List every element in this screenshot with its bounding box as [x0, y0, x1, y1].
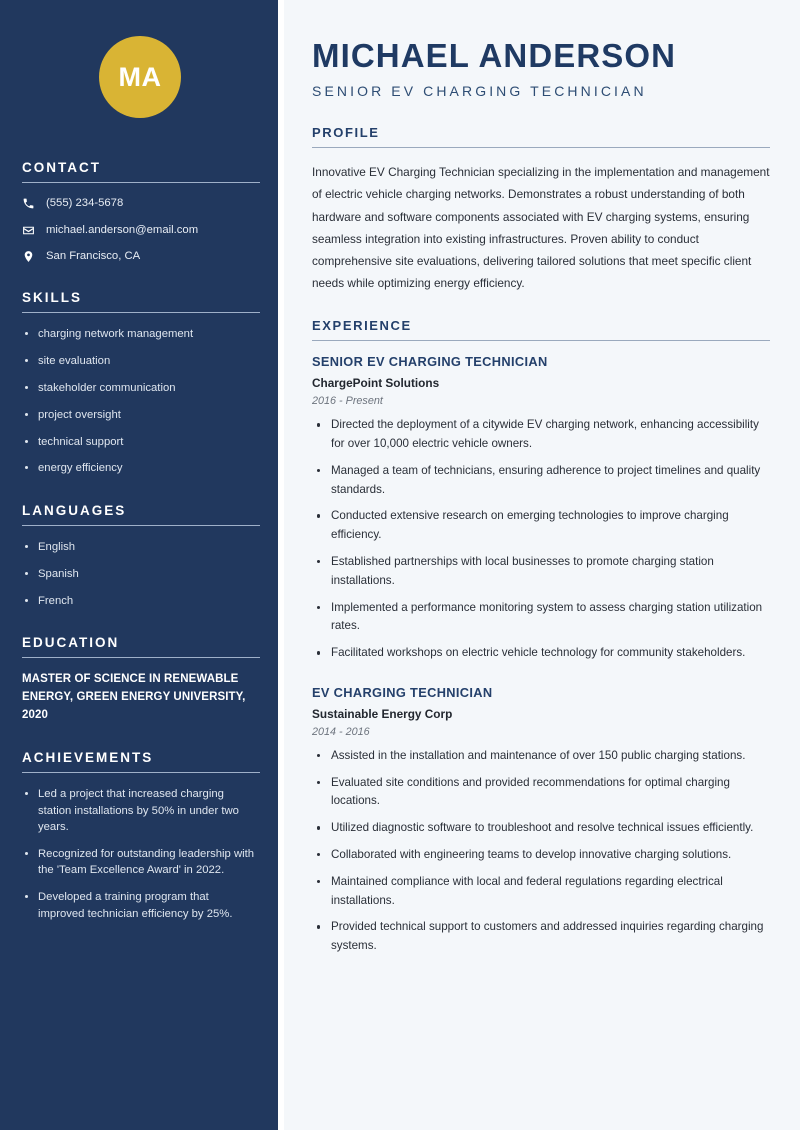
- list-item: Managed a team of technicians, ensuring adherence to project timelines and quality standards.: [312, 462, 770, 500]
- envelope-icon: [22, 224, 35, 237]
- phone-icon: [22, 197, 35, 210]
- experience-role: EV CHARGING TECHNICIAN: [312, 684, 493, 700]
- list-item: stakeholder communication: [22, 380, 258, 396]
- education-divider: [22, 657, 260, 658]
- experience-entry: [312, 685, 770, 956]
- education-entry: MASTER OF SCIENCE IN RENEWABLE ENERGY, GREEN ENERGY UNIVERSITY, 2020: [22, 672, 246, 721]
- contact-email-value: michael.anderson@email.com: [46, 223, 199, 236]
- sidebar-section-skills: [22, 290, 258, 477]
- languages-heading: LANGUAGES: [22, 502, 127, 518]
- languages-list: [22, 539, 258, 609]
- education-heading: EDUCATION: [22, 634, 120, 650]
- contact-heading: CONTACT: [22, 160, 101, 175]
- sidebar-section-education: [22, 635, 258, 724]
- list-item: Conducted extensive research on emerging technologies to improve charging efficiency.: [312, 507, 770, 545]
- location-pin-icon: [22, 250, 35, 263]
- list-item: technical support: [22, 434, 258, 450]
- list-item: Developed a training program that improved technician efficiency by 25%.: [22, 889, 258, 922]
- list-item: English: [22, 539, 258, 555]
- profile-heading: PROFILE: [312, 125, 380, 141]
- skills-heading: SKILLS: [22, 290, 83, 306]
- job-title-subtitle: SENIOR EV CHARGING TECHNICIAN: [312, 83, 647, 100]
- profile-text: Innovative EV Charging Technician specializing in the implementation and management of electric vehicle charging networks. Demonstrates a robust understanding of both hardware and software components associated with EV charging systems, ensuring seamless integration into existing infrastructures. Proven ability to conduct comprehensive site evaluations, delivering tailored solutions that meet specific client needs while optimizing energy efficiency.: [312, 165, 770, 291]
- list-item: energy efficiency: [22, 460, 258, 476]
- page-title: MICHAEL ANDERSON: [312, 37, 677, 74]
- skills-divider: [22, 312, 260, 313]
- experience-company: ChargePoint Solutions: [312, 376, 440, 391]
- experience-bullet-list: [312, 747, 770, 956]
- list-item: Evaluated site conditions and provided recommendations for optimal charging locations.: [312, 774, 770, 812]
- list-item: Spanish: [22, 566, 258, 582]
- experience-entry: [312, 354, 770, 663]
- main-content: [284, 0, 800, 1130]
- achievements-divider: [22, 772, 260, 773]
- experience-heading: EXPERIENCE: [312, 318, 412, 334]
- sidebar-section-achievements: [22, 750, 258, 922]
- profile-divider: [312, 147, 770, 148]
- list-item: Recognized for outstanding leadership with the 'Team Excellence Award' in 2022.: [22, 846, 258, 879]
- contact-item-phone[interactable]: [22, 196, 258, 211]
- list-item: charging network management: [22, 326, 258, 342]
- contact-item-email[interactable]: [22, 223, 258, 238]
- experience-bullet-list: [312, 416, 770, 663]
- list-item: Assisted in the installation and maintenance of over 150 public charging stations.: [312, 747, 770, 766]
- list-item: Implemented a performance monitoring system to assess charging station utilization rates.: [312, 599, 770, 637]
- achievements-heading: ACHIEVEMENTS: [22, 750, 154, 766]
- main-section-profile: [312, 125, 770, 294]
- contact-item-location[interactable]: [22, 249, 258, 264]
- experience-dates: 2016 - Present: [312, 395, 383, 408]
- experience-company: Sustainable Energy Corp: [312, 706, 453, 721]
- experience-dates: 2014 - 2016: [312, 725, 370, 738]
- contact-location-value: San Francisco, CA: [46, 250, 141, 263]
- sidebar-section-languages: [22, 503, 258, 609]
- list-item: Established partnerships with local businesses to promote charging station installations.: [312, 553, 770, 591]
- avatar-container: [22, 0, 258, 160]
- list-item: Collaborated with engineering teams to develop innovative charging solutions.: [312, 846, 770, 865]
- experience-role: SENIOR EV CHARGING TECHNICIAN: [312, 354, 548, 370]
- sidebar-section-contact: [22, 160, 258, 264]
- avatar-initials: MA: [99, 36, 181, 118]
- list-item: Maintained compliance with local and federal regulations regarding electrical installations.: [312, 873, 770, 911]
- list-item: French: [22, 593, 258, 609]
- list-item: Utilized diagnostic software to troubleshoot and resolve technical issues efficiently.: [312, 819, 770, 838]
- experience-divider: [312, 340, 770, 341]
- list-item: Led a project that increased charging station installations by 50% in under two years.: [22, 786, 258, 835]
- list-item: Directed the deployment of a citywide EV charging network, enhancing accessibility for over 10,000 electric vehicle owners.: [312, 416, 770, 454]
- list-item: project oversight: [22, 407, 258, 423]
- list-item: site evaluation: [22, 353, 258, 369]
- sidebar: [0, 0, 278, 1130]
- skills-list: [22, 326, 258, 477]
- contact-phone-value: (555) 234-5678: [46, 197, 124, 209]
- languages-divider: [22, 525, 260, 526]
- contact-divider: [22, 182, 260, 183]
- list-item: Facilitated workshops on electric vehicle technology for community stakeholders.: [312, 644, 770, 663]
- main-section-experience: [312, 318, 770, 956]
- achievements-list: [22, 786, 258, 922]
- list-item: Provided technical support to customers and addressed inquiries regarding charging systems.: [312, 918, 770, 956]
- contact-list: [22, 196, 258, 264]
